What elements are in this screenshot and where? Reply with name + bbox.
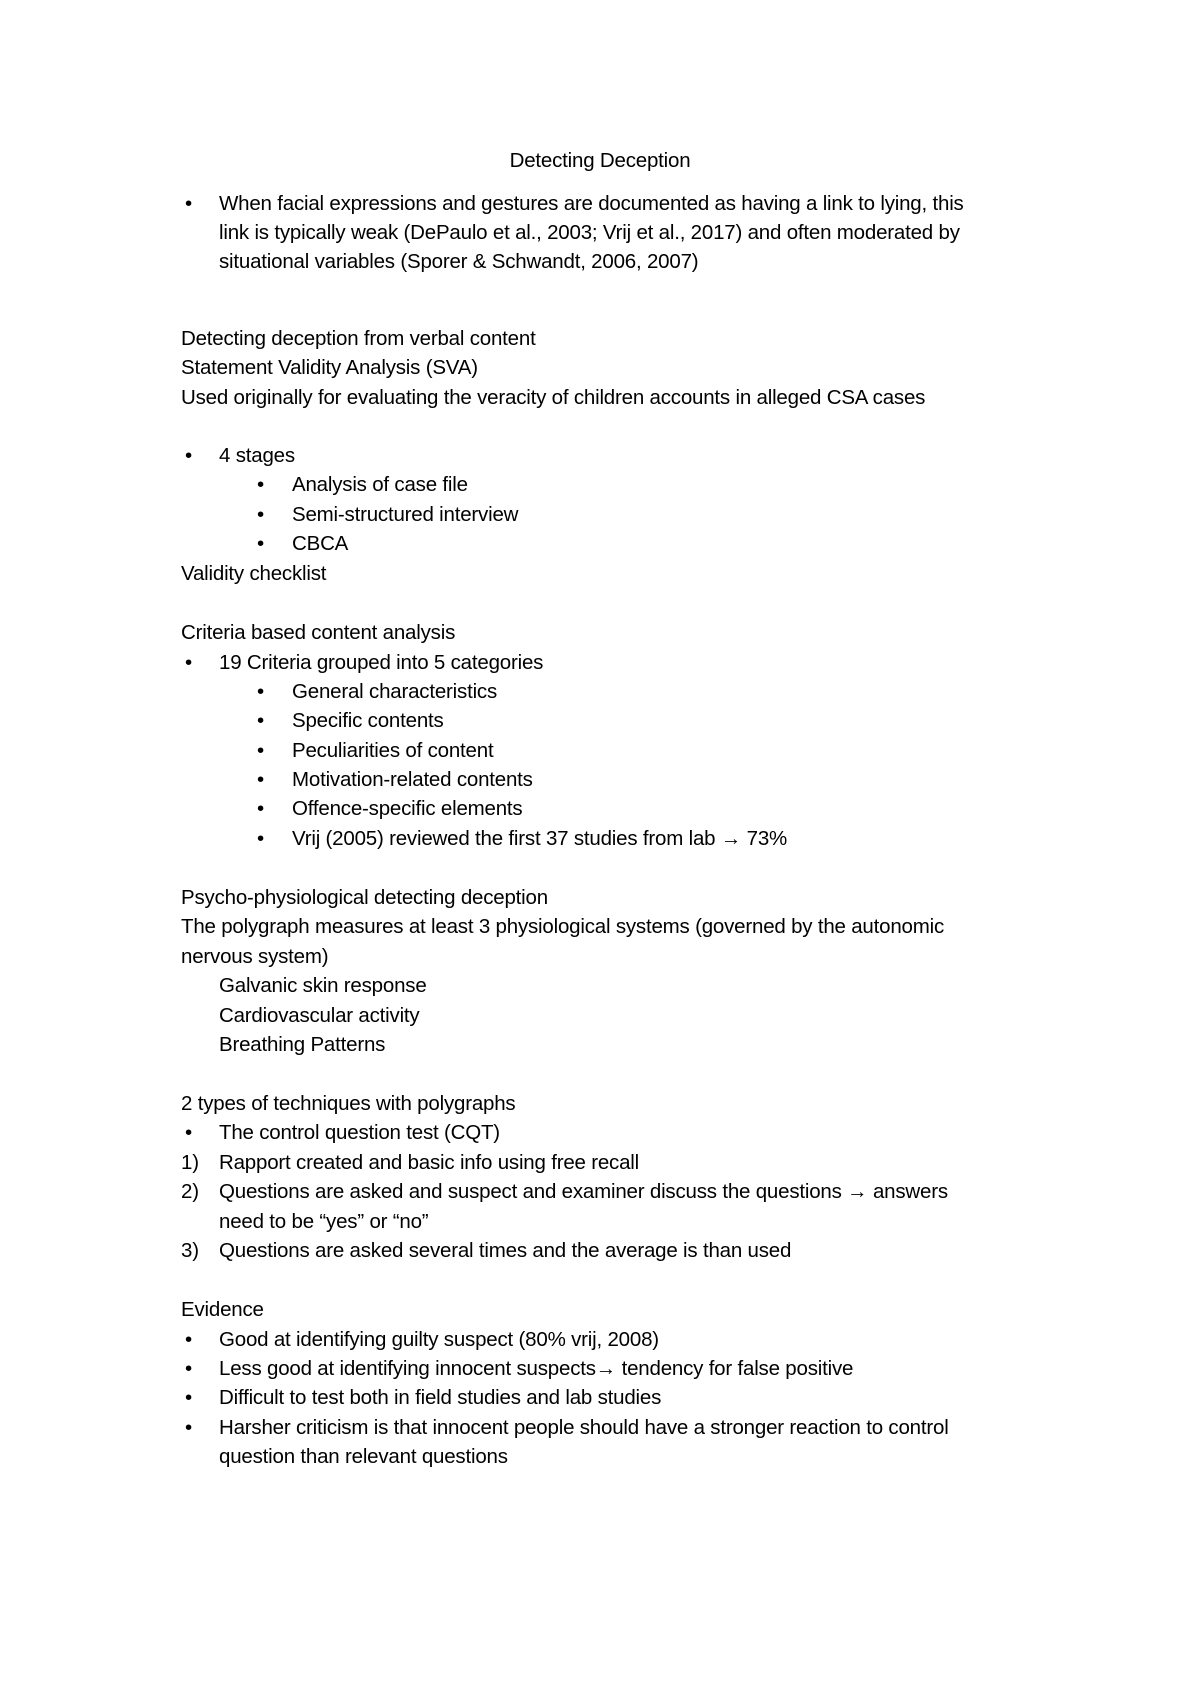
section-heading-cbca: Criteria based content analysis bbox=[181, 621, 456, 644]
bullet-marker bbox=[257, 824, 264, 854]
section-heading-verbal: Detecting deception from verbal content bbox=[181, 327, 536, 350]
category-item: Peculiarities of content bbox=[292, 739, 494, 762]
evidence-item-continuation: question than relevant questions bbox=[219, 1445, 508, 1468]
criteria-label: 19 Criteria grouped into 5 categories bbox=[219, 651, 544, 674]
bullet-marker bbox=[257, 529, 264, 559]
category-item: General characteristics bbox=[292, 680, 498, 703]
section-heading-evidence: Evidence bbox=[181, 1298, 264, 1321]
stage-item: Analysis of case file bbox=[292, 473, 468, 496]
bullet-marker bbox=[257, 470, 264, 500]
system-item: Breathing Patterns bbox=[219, 1033, 386, 1056]
bullet-marker bbox=[185, 441, 192, 471]
category-item: Vrij (2005) reviewed the first 37 studies from lab → 73% bbox=[292, 827, 788, 850]
bullet-marker bbox=[185, 1383, 192, 1413]
stage-item: CBCA bbox=[292, 532, 349, 555]
category-item: Specific contents bbox=[292, 709, 444, 732]
bullet-marker bbox=[257, 736, 264, 766]
stages-label: 4 stages bbox=[219, 444, 295, 467]
intro-line: situational variables (Sporer & Schwandt, 2006, 2007) bbox=[219, 250, 699, 273]
step-number: 3) bbox=[181, 1239, 199, 1262]
step-number: 2) bbox=[181, 1180, 199, 1203]
cqt-item: The control question test (CQT) bbox=[219, 1121, 500, 1144]
intro-line: link is typically weak (DePaulo et al., 2003; Vrij et al., 2017) and often moderated by bbox=[219, 221, 960, 244]
document-title: Detecting Deception bbox=[509, 149, 691, 172]
validity-checklist: Validity checklist bbox=[181, 562, 327, 585]
bullet-marker bbox=[257, 500, 264, 530]
category-item: Offence-specific elements bbox=[292, 797, 523, 820]
step-text: Questions are asked and suspect and examiner discuss the questions → answers bbox=[219, 1180, 948, 1203]
intro-line: When facial expressions and gestures are documented as having a link to lying, this bbox=[219, 192, 964, 215]
bullet-marker bbox=[257, 677, 264, 707]
bullet-marker bbox=[257, 765, 264, 795]
polygraph-line: The polygraph measures at least 3 physiological systems (governed by the autonomic bbox=[181, 915, 945, 938]
sva-description: Used originally for evaluating the veracity of children accounts in alleged CSA cases bbox=[181, 386, 926, 409]
evidence-item: Difficult to test both in field studies and lab studies bbox=[219, 1386, 662, 1409]
bullet-marker bbox=[257, 706, 264, 736]
bullet-marker bbox=[185, 1354, 192, 1384]
sva-subheading: Statement Validity Analysis (SVA) bbox=[181, 356, 478, 379]
step-text: Questions are asked several times and the average is than used bbox=[219, 1239, 792, 1262]
bullet-marker bbox=[257, 794, 264, 824]
bullet-marker bbox=[185, 1118, 192, 1148]
section-heading-techniques: 2 types of techniques with polygraphs bbox=[181, 1092, 516, 1115]
step-number: 1) bbox=[181, 1151, 199, 1174]
polygraph-line: nervous system) bbox=[181, 945, 329, 968]
category-item: Motivation-related contents bbox=[292, 768, 533, 791]
step-text: Rapport created and basic info using free recall bbox=[219, 1151, 640, 1174]
bullet-marker bbox=[185, 189, 192, 219]
bullet-marker bbox=[185, 1325, 192, 1355]
evidence-item: Less good at identifying innocent suspects→ tendency for false positive bbox=[219, 1357, 854, 1380]
evidence-item: Good at identifying guilty suspect (80% vrij, 2008) bbox=[219, 1328, 659, 1351]
bullet-marker bbox=[185, 1413, 192, 1443]
step-text: need to be “yes” or “no” bbox=[219, 1210, 429, 1233]
stage-item: Semi-structured interview bbox=[292, 503, 519, 526]
section-heading-psycho: Psycho-physiological detecting deception bbox=[181, 886, 548, 909]
system-item: Galvanic skin response bbox=[219, 974, 427, 997]
system-item: Cardiovascular activity bbox=[219, 1004, 420, 1027]
evidence-item: Harsher criticism is that innocent people should have a stronger reaction to control bbox=[219, 1416, 949, 1439]
bullet-marker bbox=[185, 648, 192, 678]
